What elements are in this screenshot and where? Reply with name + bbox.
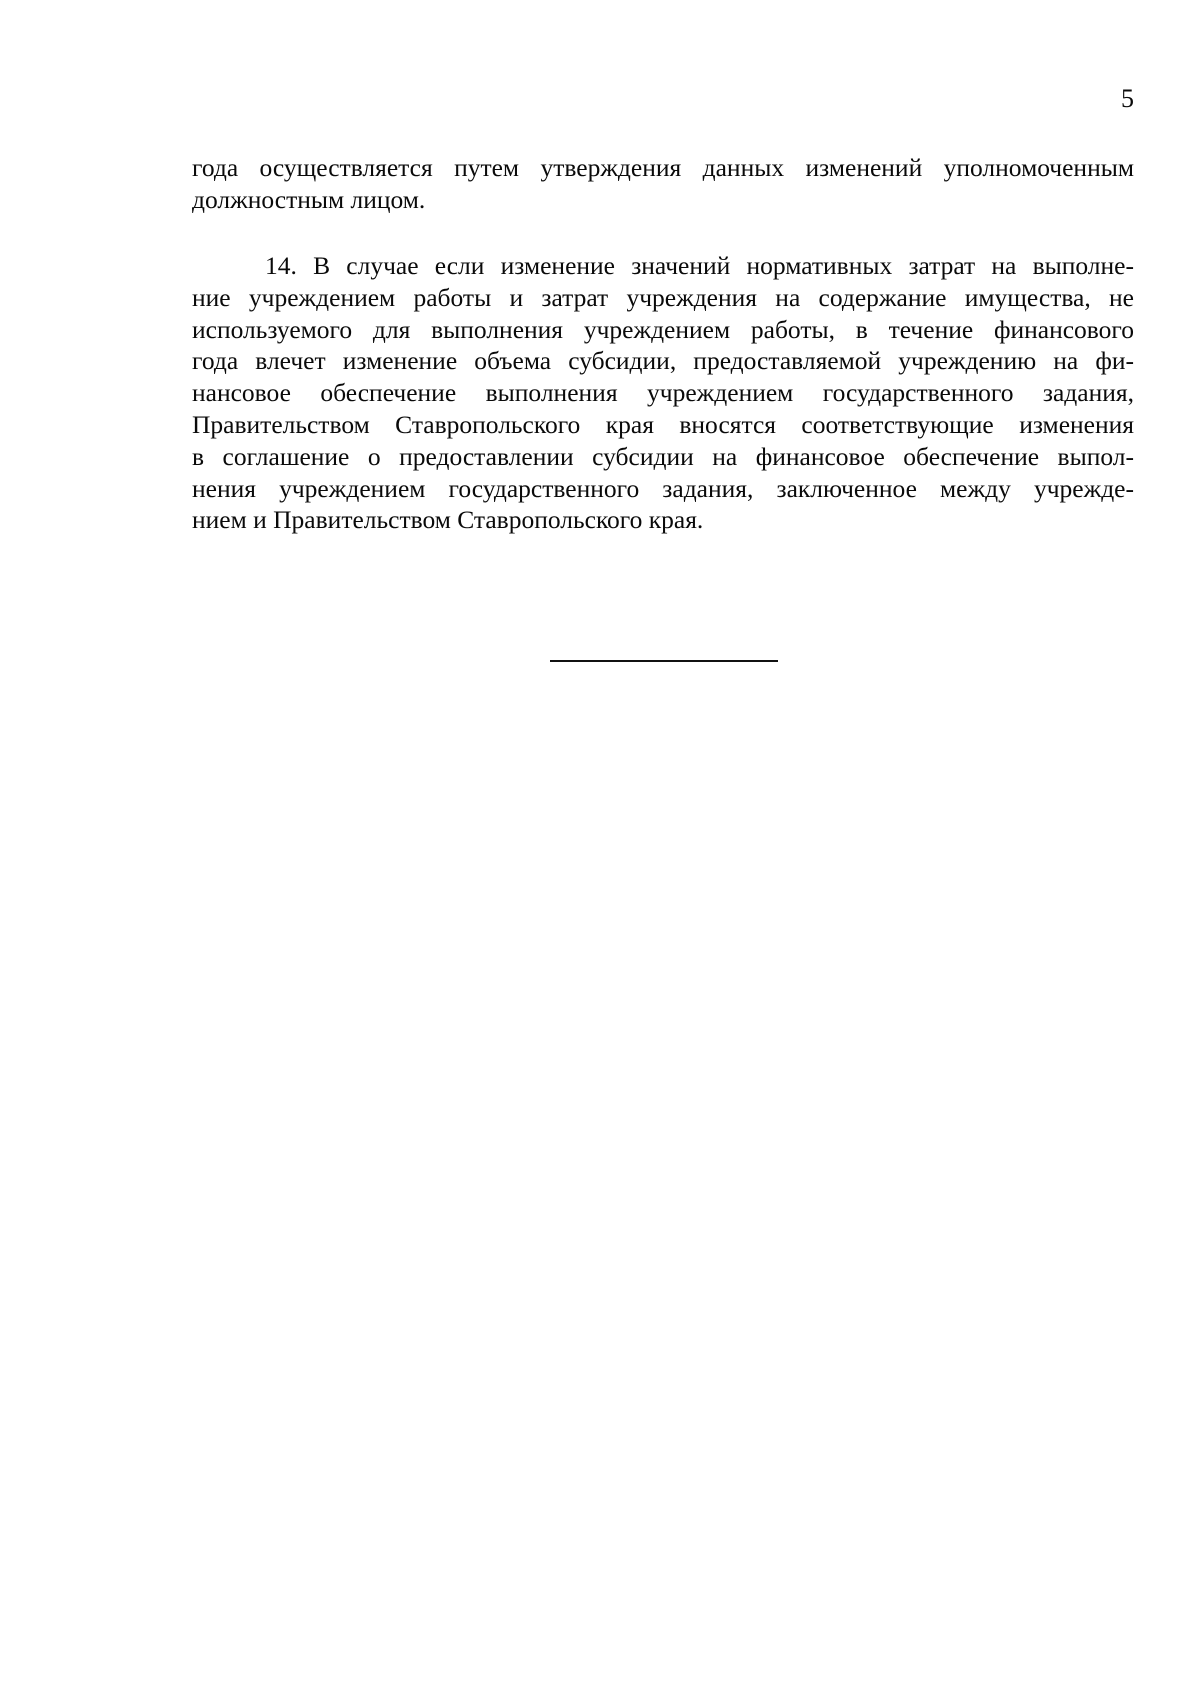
page-number: 5 [1121, 84, 1134, 113]
paragraph-line: нансовое обеспечение выполнения учреждением государственного задания, [192, 378, 1134, 408]
paragraph-line: нием и Правительством Ставропольского края. [192, 505, 704, 535]
paragraph-line: нения учреждением государственного задания, заключенное между учрежде- [192, 473, 1134, 503]
continued-paragraph [192, 152, 1134, 216]
paragraph-14 [192, 250, 1134, 536]
paragraph-line: года осуществляется путем утверждения данных изменений уполномоченным [192, 153, 1134, 182]
paragraph-line: Правительством Ставропольского края вносятся соответствующие изменения [192, 409, 1134, 439]
paragraph-line: года влечет изменение объема субсидии, предоставляемой учреждению на фи- [192, 346, 1134, 376]
paragraph-line: 14. В случае если изменение значений нормативных затрат на выполне- [265, 251, 1134, 280]
end-of-document-rule [550, 660, 778, 662]
paragraph-line: ние учреждением работы и затрат учреждения на содержание имущества, не [192, 282, 1134, 312]
paragraph-line: используемого для выполнения учреждением работы, в течение финансового [192, 314, 1134, 344]
paragraph-line: в соглашение о предоставлении субсидии на финансовое обеспечение выпол- [192, 441, 1134, 471]
paragraph-line: должностным лицом. [192, 184, 426, 214]
